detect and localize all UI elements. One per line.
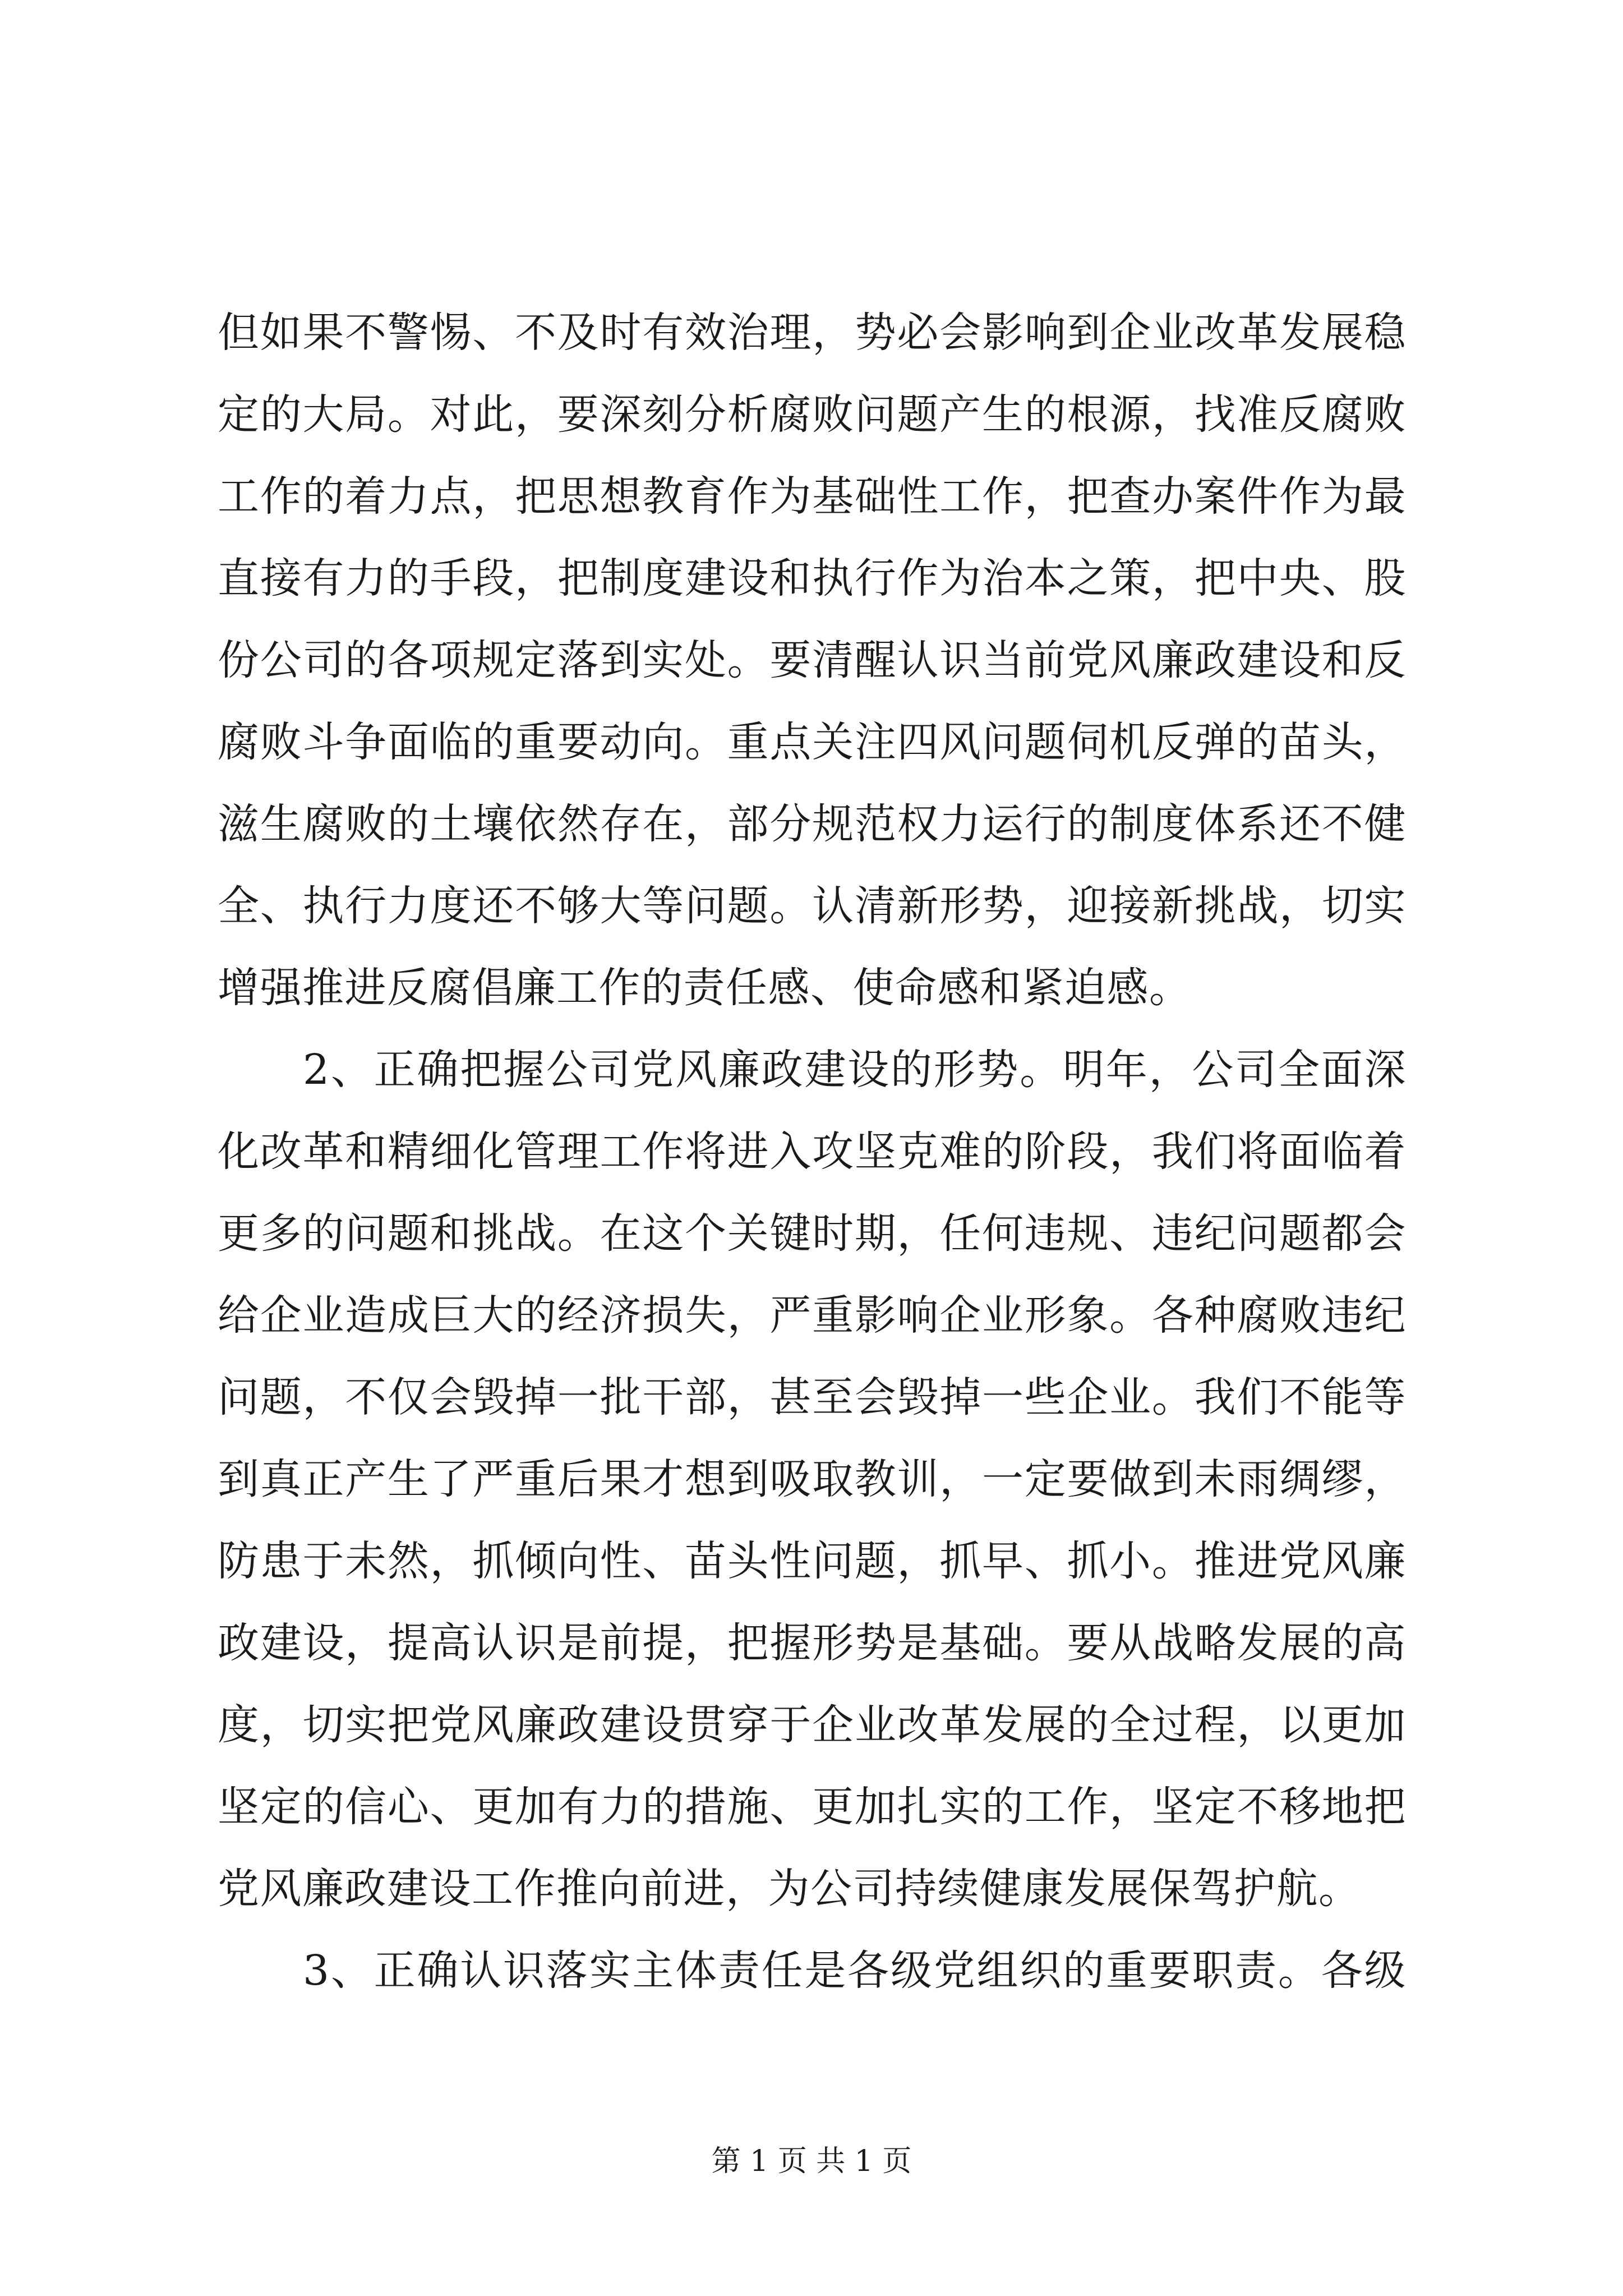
- text-line: 政建设，提高认识是前提，把握形势是基础。要从战略发展的高: [218, 1619, 1407, 1667]
- page-footer: 第 1 页 共 1 页: [711, 2145, 912, 2178]
- text-line: 化改革和精细化管理工作将进入攻坚克难的阶段，我们将面临着: [218, 1128, 1407, 1176]
- text-line: 腐败斗争面临的重要动向。重点关注四风问题伺机反弹的苗头，: [218, 718, 1407, 766]
- body-text: [218, 292, 1407, 2012]
- text-line: 滋生腐败的土壤依然存在，部分规范权力运行的制度体系还不健: [218, 800, 1407, 848]
- text-line: 度，切实把党风廉政建设贯穿于企业改革发展的全过程，以更加: [218, 1701, 1407, 1749]
- text-line: 定的大局。对此，要深刻分析腐败问题产生的根源，找准反腐败: [218, 390, 1407, 439]
- text-line: 问题，不仅会毁掉一批干部，甚至会毁掉一些企业。我们不能等: [218, 1373, 1407, 1421]
- text-line: 全、执行力度还不够大等问题。认清新形势，迎接新挑战，切实: [218, 882, 1407, 930]
- text-line: 3、正确认识落实主体责任是各级党组织的重要职责。各级: [303, 1947, 1407, 1995]
- text-line: 增强推进反腐倡廉工作的责任感、使命感和紧迫感。: [218, 964, 1192, 1012]
- text-line: 份公司的各项规定落到实处。要清醒认识当前党风廉政建设和反: [218, 636, 1407, 684]
- text-line: 但如果不警惕、不及时有效治理，势必会影响到企业改革发展稳: [218, 309, 1407, 357]
- text-line: 到真正产生了严重后果才想到吸取教训，一定要做到未雨绸缪，: [218, 1455, 1407, 1503]
- text-line: 直接有力的手段，把制度建设和执行作为治本之策，把中央、股: [218, 554, 1407, 602]
- text-line: 更多的问题和挑战。在这个关键时期，任何违规、违纪问题都会: [218, 1209, 1407, 1258]
- text-line: 党风廉政建设工作推向前进，为公司持续健康发展保驾护航。: [218, 1865, 1361, 1913]
- text-line: 工作的着力点，把思想教育作为基础性工作，把查办案件作为最: [218, 472, 1407, 521]
- text-line: 防患于未然，抓倾向性、苗头性问题，抓早、抓小。推进党风廉: [218, 1537, 1407, 1585]
- text-line: 给企业造成巨大的经济损失，严重影响企业形象。各种腐败违纪: [218, 1291, 1407, 1340]
- text-line: 坚定的信心、更加有力的措施、更加扎实的工作，坚定不移地把: [218, 1783, 1407, 1831]
- text-line: 2、正确把握公司党风廉政建设的形势。明年，公司全面深: [303, 1046, 1407, 1094]
